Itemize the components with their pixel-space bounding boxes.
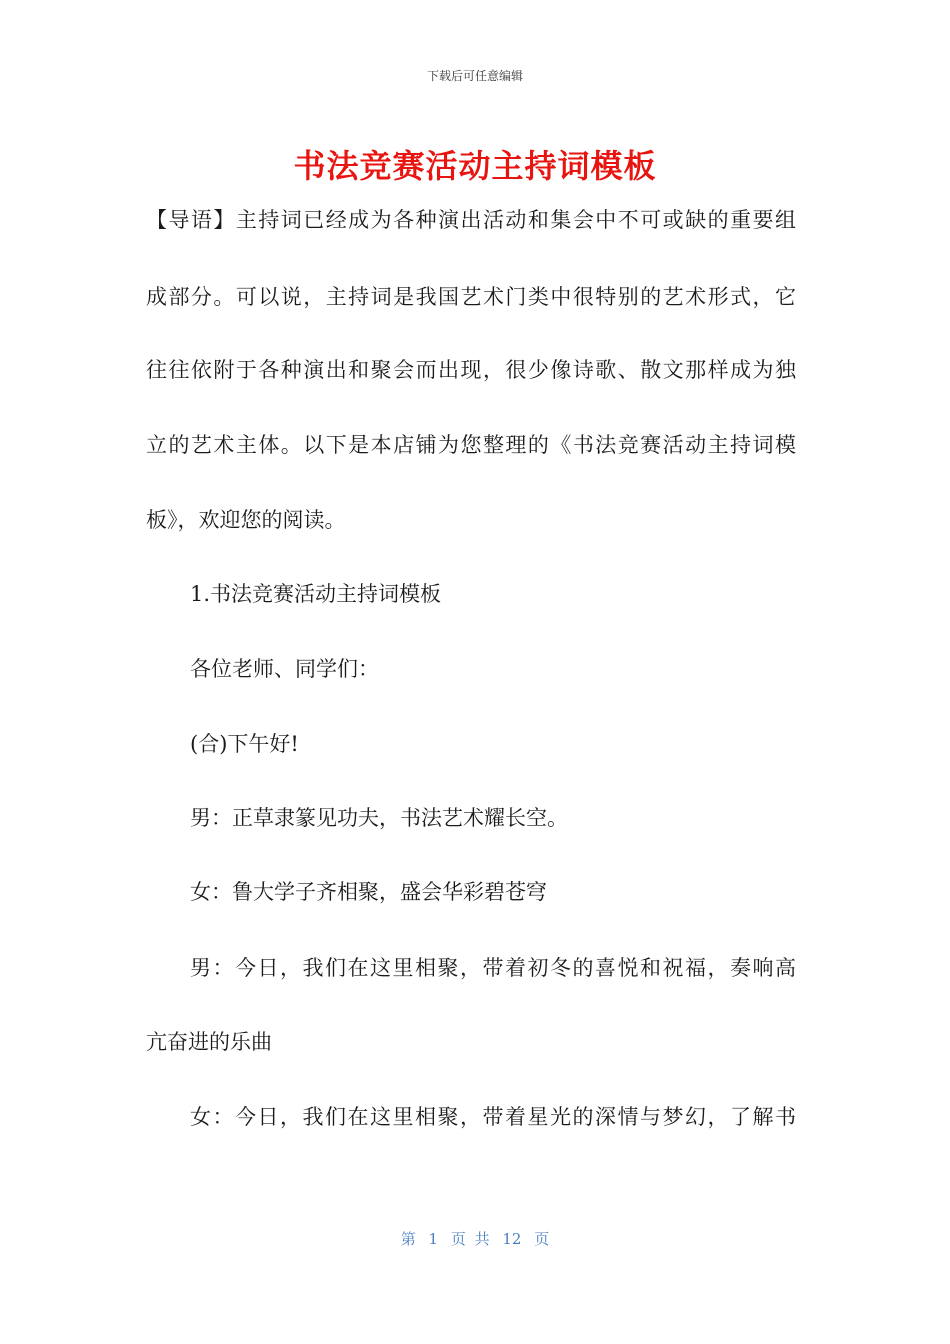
footer-page-total: 12 xyxy=(502,1230,522,1248)
script-line: 女：今日，我们在这里相聚，带着星光的深情与梦幻，了解书 xyxy=(190,1105,796,1129)
document-title: 书法竞赛活动主持词模板 xyxy=(293,147,657,185)
footer-page-of: 页 共 xyxy=(450,1230,490,1248)
paragraph-line-3: 往往依附于各种演出和聚会而出现，很少像诗歌、散文那样成为独 xyxy=(146,358,796,382)
script-line: 男：今日，我们在这里相聚，带着初冬的喜悦和祝福，奏响高 xyxy=(190,956,796,980)
page-footer xyxy=(0,1229,950,1249)
footer-page-suffix: 页 xyxy=(534,1230,550,1248)
paragraph-line-1: 【导语】主持词已经成为各种演出活动和集会中不可或缺的重要组 xyxy=(146,208,796,232)
script-line: 男：正草隶篆见功夫，书法艺术耀长空。 xyxy=(190,806,568,830)
footer-page-current: 1 xyxy=(428,1230,439,1248)
script-line: (合)下午好! xyxy=(190,732,299,756)
footer-page-word: 第 xyxy=(400,1230,416,1248)
section-heading: 1.书法竞赛活动主持词模板 xyxy=(190,582,442,606)
greeting-line: 各位老师、同学们： xyxy=(190,657,379,681)
script-line: 女：鲁大学子齐相聚，盛会华彩碧苍穹 xyxy=(190,880,547,904)
script-line-continuation: 亢奋进的乐曲 xyxy=(146,1030,272,1054)
header-note: 下载后可任意编辑 xyxy=(426,69,523,83)
paragraph-line-4: 立的艺术主体。以下是本店铺为您整理的《书法竞赛活动主持词模 xyxy=(146,433,796,457)
paragraph-line-2: 成部分。可以说，主持词是我国艺术门类中很特别的艺术形式，它 xyxy=(146,285,796,309)
paragraph-line-5: 板》，欢迎您的阅读。 xyxy=(146,508,346,532)
